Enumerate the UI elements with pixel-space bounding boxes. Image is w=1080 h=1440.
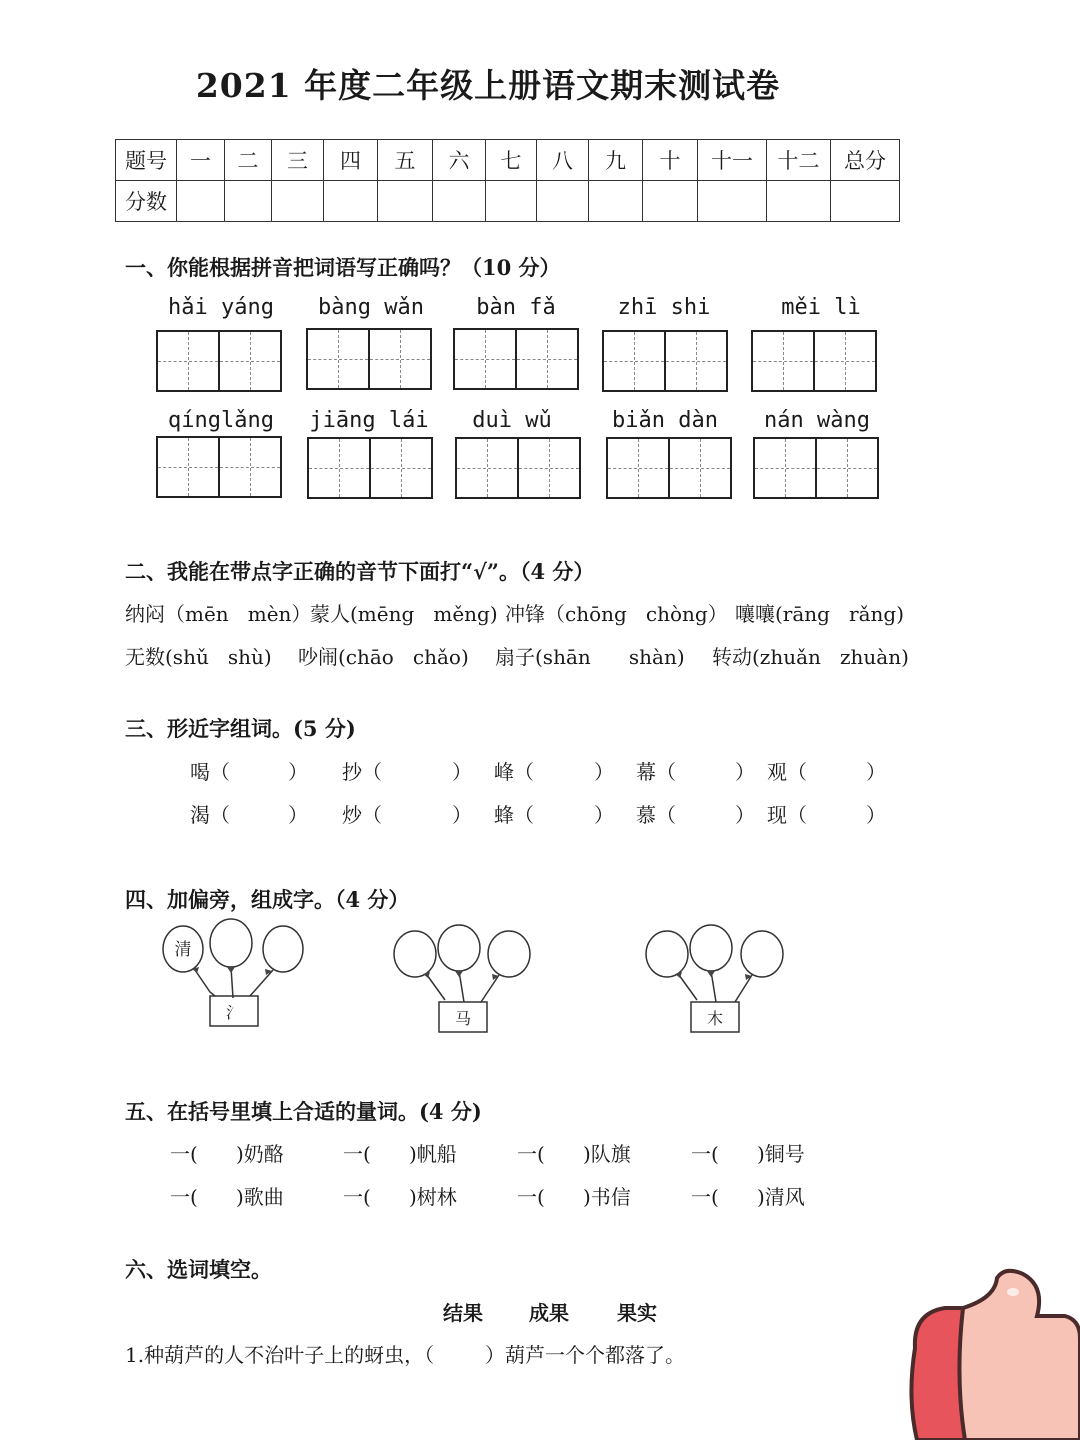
balloon-icon	[263, 926, 303, 972]
thumbs-up-sticker-icon	[905, 1268, 1080, 1440]
table-cell: 题号	[116, 140, 177, 181]
section6-heading: 六、选词填空。	[125, 1257, 272, 1282]
measure-word-item[interactable]: 一( )清风	[691, 1185, 805, 1209]
measure-word-item[interactable]: 一( )歌曲	[170, 1185, 284, 1209]
writing-box[interactable]	[751, 330, 877, 392]
section2-heading: 二、我能在带点字正确的音节下面打“√”。（4 分）	[125, 559, 595, 584]
table-cell: 十	[643, 140, 698, 181]
close-paren: ）	[288, 760, 308, 784]
writing-box[interactable]	[307, 437, 433, 499]
pinyin-label: nán wàng	[764, 408, 870, 433]
word-option: 成果	[529, 1301, 569, 1325]
options: (zhuǎn zhuàn)	[752, 645, 909, 669]
table-cell: 六	[433, 140, 486, 181]
page-title: 2021 年度二年级上册语文期末测试卷	[195, 66, 781, 105]
writing-box[interactable]	[606, 437, 732, 499]
options: (rāng rǎng)	[775, 602, 905, 626]
radical-label: 马	[454, 1009, 472, 1028]
balloon-icon	[438, 925, 480, 971]
pinyin-choice[interactable]	[495, 641, 685, 670]
table-cell: 八	[537, 140, 589, 181]
score-input-cell[interactable]	[537, 181, 589, 222]
options: (shān shàn)	[535, 645, 685, 669]
table-cell: 十二	[767, 140, 831, 181]
table-cell: 总分	[831, 140, 900, 181]
writing-box[interactable]	[453, 328, 579, 390]
fill-blank-sentence[interactable]: 1.种葫芦的人不治叶子上的蚜虫，（ ）葫芦一个个都落了。	[125, 1343, 685, 1367]
balloon-icon	[488, 931, 530, 977]
similar-char-item[interactable]: 慕（	[636, 803, 676, 827]
similar-char-item[interactable]: 观（	[767, 760, 807, 784]
pinyin-label: biǎn dàn	[612, 408, 718, 433]
measure-word-item[interactable]: 一( )书信	[517, 1185, 631, 1209]
radical-label: 木	[706, 1009, 724, 1028]
pinyin-label: bàng wǎn	[318, 295, 424, 320]
options: (shǔ shù)	[165, 645, 272, 669]
score-input-cell[interactable]	[589, 181, 643, 222]
word: 转动	[712, 645, 752, 669]
similar-char-item[interactable]: 抄（	[342, 760, 382, 784]
section5-heading: 五、在括号里填上合适的量词。(4 分)	[125, 1099, 482, 1124]
measure-word-item[interactable]: 一( )队旗	[517, 1142, 631, 1166]
close-paren: ）	[735, 803, 755, 827]
word-option: 果实	[617, 1301, 657, 1325]
score-header-row	[116, 140, 900, 181]
score-input-cell[interactable]	[767, 181, 831, 222]
table-cell: 五	[378, 140, 433, 181]
table-cell: 九	[589, 140, 643, 181]
radical-label: 氵	[225, 1003, 243, 1022]
close-paren: ）	[594, 803, 614, 827]
measure-word-item[interactable]: 一( )帆船	[343, 1142, 457, 1166]
table-cell: 分数	[116, 181, 177, 222]
table-cell: 一	[177, 140, 225, 181]
section4-heading: 四、加偏旁，组成字。（4 分）	[125, 887, 410, 912]
pinyin-choice[interactable]	[310, 598, 498, 627]
pinyin-label: zhī shi	[617, 295, 711, 320]
score-input-cell[interactable]	[486, 181, 537, 222]
options: (chāo chǎo)	[338, 645, 469, 669]
options: （chōng chòng）	[545, 602, 728, 626]
table-cell: 三	[272, 140, 324, 181]
writing-box[interactable]	[156, 330, 282, 392]
balloon-icon	[394, 931, 436, 977]
table-cell: 二	[225, 140, 272, 181]
similar-char-item[interactable]: 炒（	[342, 803, 382, 827]
word: 无数	[125, 645, 165, 669]
options: (mēng měng)	[350, 602, 498, 626]
score-input-cell[interactable]	[177, 181, 225, 222]
similar-char-item[interactable]: 喝（	[190, 760, 230, 784]
similar-char-item[interactable]: 峰（	[494, 760, 534, 784]
pinyin-label: měi lì	[781, 295, 861, 320]
score-input-cell[interactable]	[324, 181, 378, 222]
close-paren: ）	[452, 803, 472, 827]
writing-box[interactable]	[455, 437, 581, 499]
close-paren: ）	[288, 803, 308, 827]
similar-char-item[interactable]: 蜂（	[494, 803, 534, 827]
pinyin-label: jiāng lái	[309, 408, 429, 433]
score-input-cell[interactable]	[272, 181, 324, 222]
word: 纳闷	[125, 602, 165, 626]
balloon-icon	[690, 925, 732, 971]
score-table	[115, 139, 900, 222]
table-cell: 四	[324, 140, 378, 181]
balloon-example-char: 清	[174, 940, 192, 960]
word: 嚷嚷	[735, 602, 775, 626]
pinyin-label: qínglǎng	[168, 408, 274, 433]
balloon-icon	[741, 931, 783, 977]
pinyin-choice[interactable]	[125, 598, 311, 627]
writing-box[interactable]	[602, 330, 728, 392]
pinyin-choice[interactable]	[505, 598, 728, 627]
score-input-cell[interactable]	[433, 181, 486, 222]
table-cell: 十一	[698, 140, 767, 181]
writing-box[interactable]	[156, 436, 282, 498]
options: （mēn mèn）	[165, 602, 312, 626]
close-paren: ）	[735, 760, 755, 784]
close-paren: ）	[866, 803, 886, 827]
balloon-group[interactable]	[637, 918, 797, 1038]
score-input-cell[interactable]	[643, 181, 698, 222]
balloon-icon	[646, 931, 688, 977]
close-paren: ）	[866, 760, 886, 784]
measure-word-item[interactable]: 一( )树林	[343, 1185, 457, 1209]
word: 蒙人	[310, 602, 350, 626]
similar-char-item[interactable]: 渴（	[190, 803, 230, 827]
pinyin-choice[interactable]	[298, 641, 469, 670]
pinyin-choice[interactable]	[712, 641, 909, 670]
measure-word-item[interactable]: 一( )铜号	[691, 1142, 805, 1166]
word: 冲锋	[505, 602, 545, 626]
similar-char-item[interactable]: 现（	[767, 803, 807, 827]
score-input-cell[interactable]	[225, 181, 272, 222]
balloon-group[interactable]	[155, 912, 315, 1037]
word: 吵闹	[298, 645, 338, 669]
measure-word-item[interactable]: 一( )奶酪	[170, 1142, 284, 1166]
pinyin-label: hǎi yáng	[168, 295, 274, 320]
word: 扇子	[495, 645, 535, 669]
score-input-cell[interactable]	[698, 181, 767, 222]
pinyin-label: duì wǔ	[472, 408, 552, 433]
pinyin-label: bàn fǎ	[476, 295, 556, 320]
close-paren: ）	[594, 760, 614, 784]
balloon-icon	[210, 919, 252, 967]
score-value-row	[116, 181, 900, 222]
writing-box[interactable]	[753, 437, 879, 499]
score-input-cell[interactable]	[831, 181, 900, 222]
similar-char-item[interactable]: 幕（	[636, 760, 676, 784]
section3-heading: 三、形近字组词。(5 分)	[125, 716, 356, 741]
balloon-group[interactable]	[385, 918, 545, 1038]
section1-heading: 一、你能根据拼音把词语写正确吗？（10 分）	[125, 255, 561, 280]
table-cell: 七	[486, 140, 537, 181]
pinyin-choice[interactable]	[125, 641, 272, 670]
pinyin-choice[interactable]	[735, 598, 904, 627]
score-input-cell[interactable]	[378, 181, 433, 222]
word-option: 结果	[443, 1301, 483, 1325]
writing-box[interactable]	[306, 328, 432, 390]
close-paren: ）	[452, 760, 472, 784]
